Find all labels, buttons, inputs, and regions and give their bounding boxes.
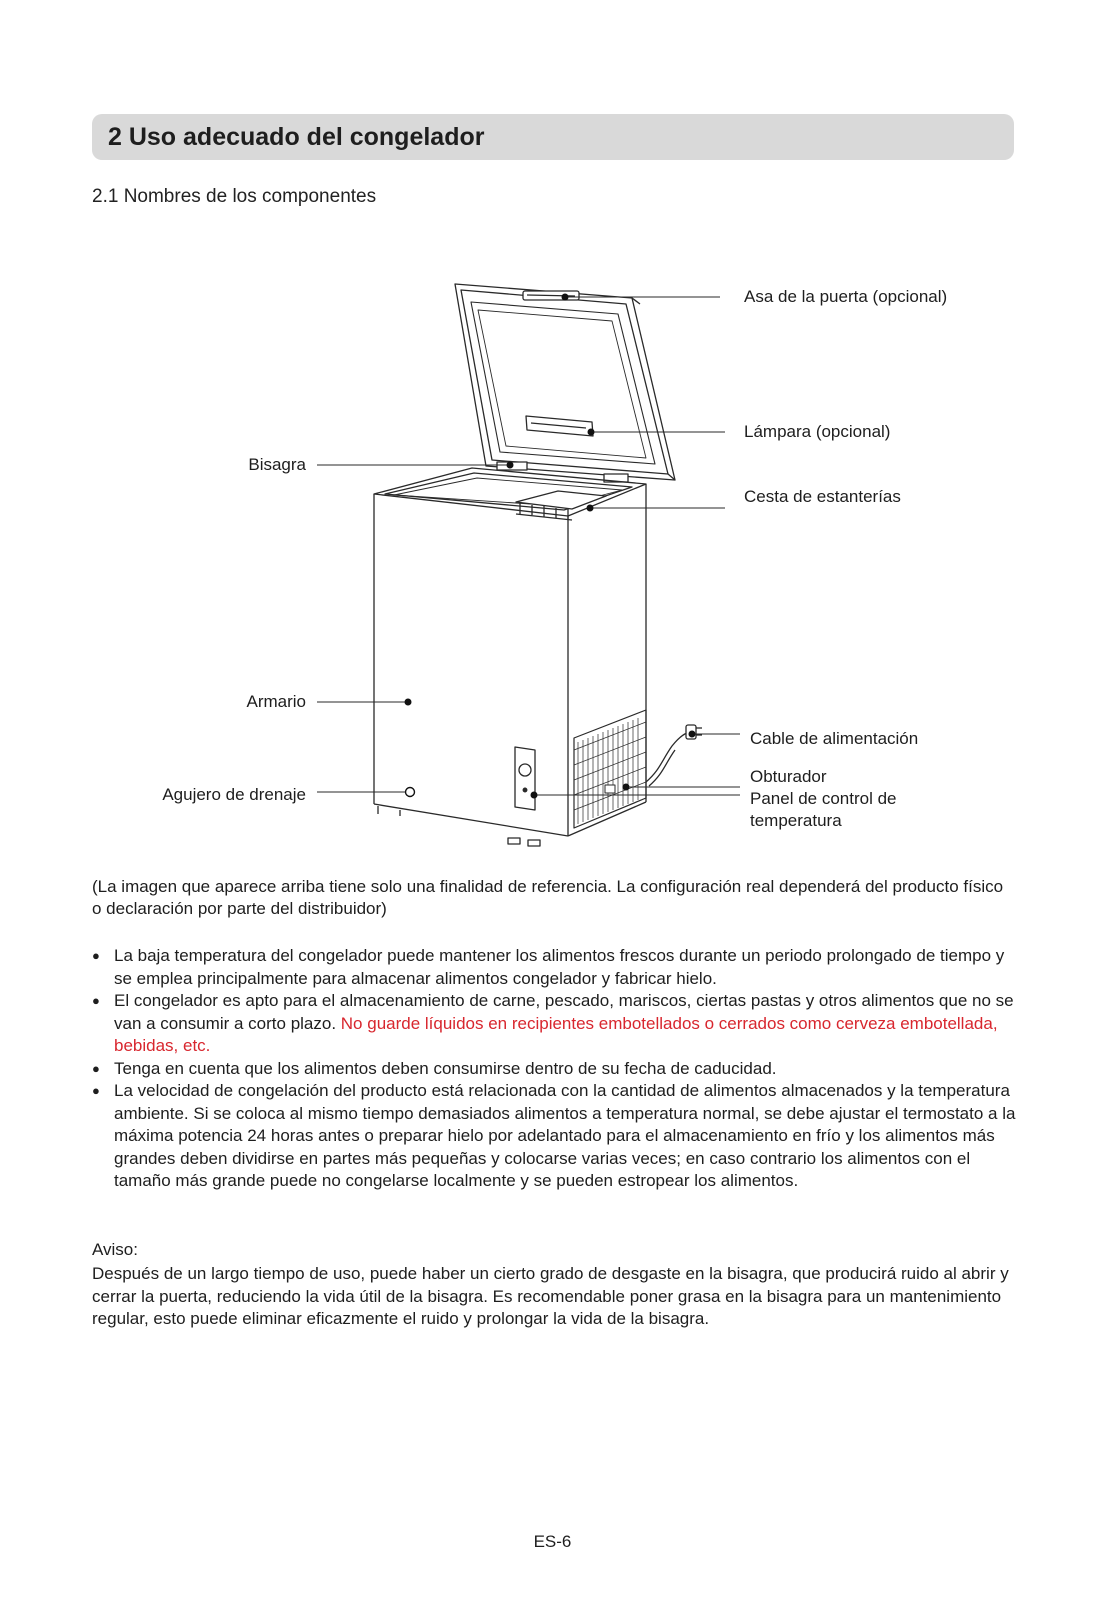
label-control-panel-line2: temperatura (750, 811, 842, 830)
usage-bullet-list (92, 945, 1017, 1193)
section-title: 2 Uso adecuado del congelador (108, 122, 485, 151)
label-basket: Cesta de estanterías (744, 487, 901, 506)
bullet-text: El congelador es apto para el almacenamiento de carne, pescado, mariscos, ciertas pastas y otros alimentos que no se van a consumir a corto plazo. (114, 991, 1014, 1033)
warning-text: No guarde líquidos en recipientes embotellados o cerrados como cerveza embotellada, bebidas, etc. (114, 1013, 998, 1055)
label-lamp: Lámpara (opcional) (744, 422, 891, 441)
list-item (92, 1080, 1017, 1193)
chest-freezer-illustration (0, 270, 1105, 860)
temperature-control-panel (515, 747, 535, 810)
notice-title: Aviso: (92, 1240, 138, 1259)
bullet-text: Tenga en cuenta que los alimentos deben consumirse dentro de su fecha de caducidad. (114, 1058, 777, 1078)
label-power-cable: Cable de alimentación (750, 729, 919, 748)
freezer-lid (455, 284, 675, 480)
subsection-title: 2.1 Nombres de los componentes (92, 186, 377, 207)
notice-body: Después de un largo tiempo de uso, puede haber un cierto grado de desgaste en la bisagra, que producirá ruido al abrir y cerrar la puerta, reduciendo la vida útil de la bisagra. Es recomendable poner grasa en la bisagra para un mantenimiento regular, esto puede eliminar eficazmente el ruido y prolongar la vida de la bisagra. (92, 1264, 1009, 1328)
label-cabinet: Armario (246, 692, 306, 711)
door-handle (523, 291, 579, 300)
bullet-text: La baja temperatura del congelador puede mantener los alimentos frescos durante un periodo prolongado de tiempo y se emplea principalmente para almacenar alimentos congelador y fabricar hielo. (114, 946, 1005, 988)
label-control-panel-line1: Panel de control de (750, 789, 897, 808)
bullet-dot: ● (92, 948, 100, 963)
list-item (92, 990, 1017, 1058)
freezer-components-figure (0, 270, 1105, 860)
bullet-text: La velocidad de congelación del producto está relacionada con la cantidad de alimentos almacenados y la temperatura ambiente. Si se coloca al mismo tiempo demasiados alimentos a temperatura normal, se debe ajustar el termostato a la máxima potencia 24 horas antes o preparar hielo por adelantado para el almacenamiento en frío y los alimentos más grandes deben dividirse en partes más pequeñas y colocarse varias veces; en caso contrario los alimentos con el tamaño más grande puede no congelarse localmente y se pueden estropear los alimentos. (114, 1081, 1016, 1190)
bullet-dot: ● (92, 1083, 100, 1098)
section-header-bar (92, 114, 1014, 160)
bullet-dot: ● (92, 993, 100, 1008)
list-item (92, 1058, 1017, 1081)
ventilation-grille (574, 710, 646, 828)
label-drain-hole: Agujero de drenaje (162, 785, 306, 804)
list-item (92, 945, 1017, 990)
callout-dots (405, 294, 696, 799)
label-door-handle: Asa de la puerta (opcional) (744, 287, 948, 306)
label-hinge: Bisagra (248, 455, 306, 474)
label-plug: Obturador (750, 767, 827, 786)
page-number: ES-6 (533, 1532, 572, 1551)
callout-leaders (317, 297, 740, 795)
bullet-dot: ● (92, 1060, 100, 1076)
drain-hole (406, 788, 415, 797)
lamp (526, 416, 593, 436)
reference-note: (La imagen que aparece arriba tiene solo una finalidad de referencia. La configuración real dependerá del producto físico o declaración por parte del distribuidor) (92, 877, 1004, 918)
